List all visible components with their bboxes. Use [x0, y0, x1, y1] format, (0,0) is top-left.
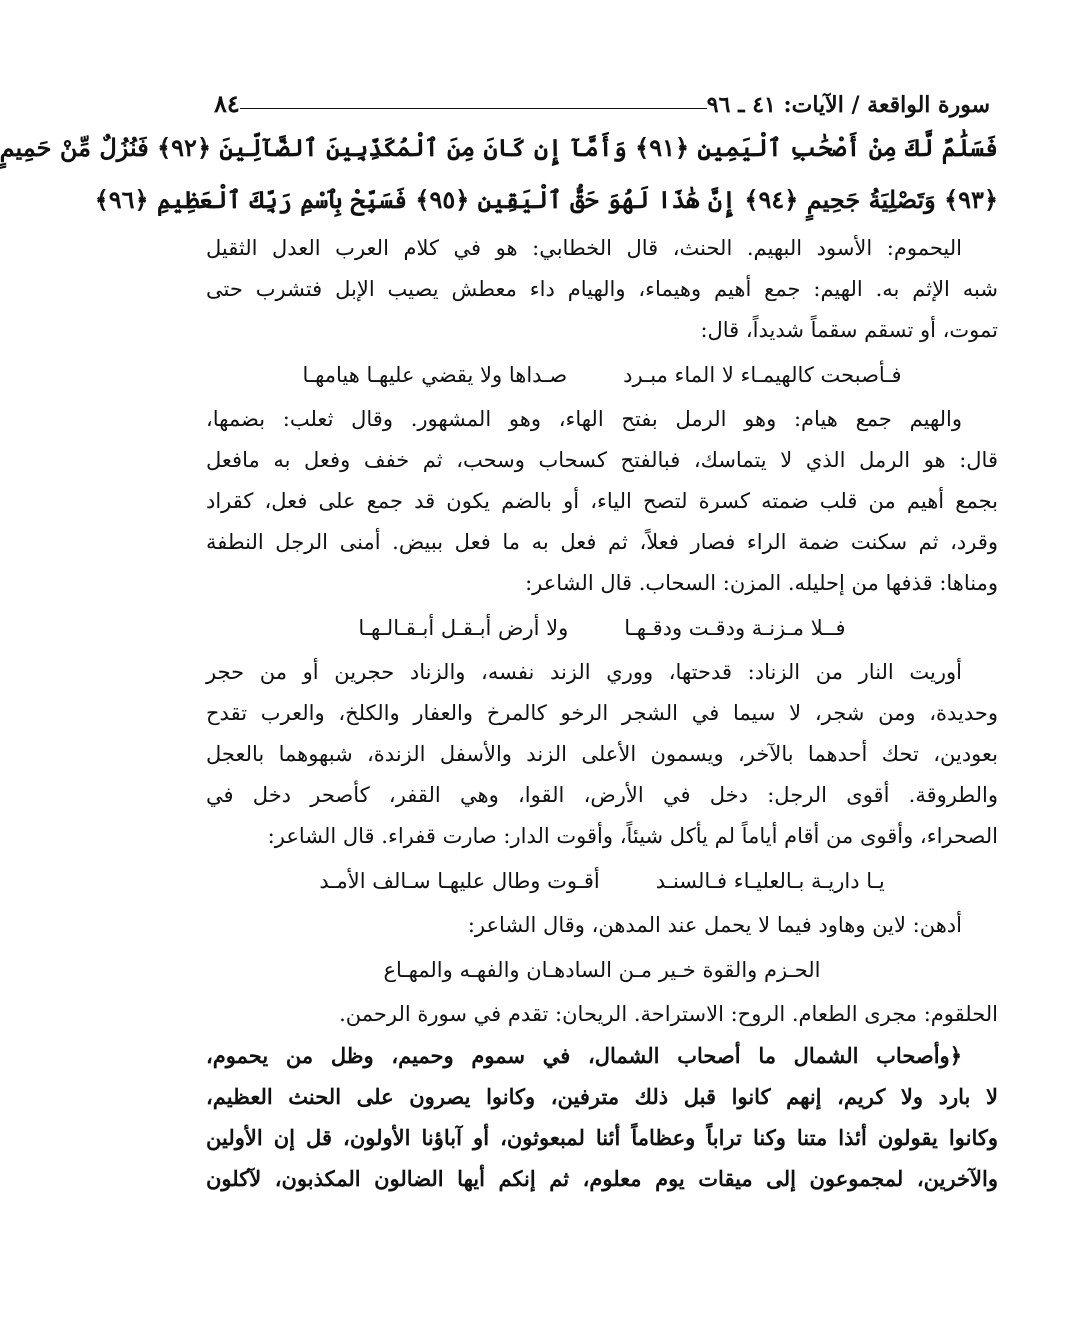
text-line: أوريت النار من الزناد: قدحتها، ووري الزند نفسه، والزناد حجرين أو من حجر	[206, 660, 962, 684]
commentary-paragraph	[206, 399, 998, 604]
text-line: الصحراء، وأقوى من أقام أياماً لم يأكل شيئاً، وأقوت الدار: صارت قفراء. قال الشاعر:	[267, 824, 998, 848]
text-line: بعودين، تحك أحدهما بالآخر، ويسمون الأعلى الزند والأسفل الزندة، شبهوهما بالعجل	[206, 742, 998, 766]
text-line: أدهن: لاين وهاود فيما لا يحمل عند المدهن، وقال الشاعر:	[467, 913, 962, 937]
verse-second-hemistich: أقـوت وطال عليهـا سـالف الأمـد	[319, 869, 600, 893]
quran-line: فَسَلَٰمٌ لَّكَ مِنْ أَصْحَٰبِ ٱلْيَمِينِ ﴿٩١﴾ وَأَمَّآ إِن كَانَ مِنَ ٱلْمُكَذِّبِينَ ٱلضَّآلِّينَ ﴿٩٢﴾ فَنُزُلٌ مِّنْ حَمِيمٍ	[0, 133, 998, 162]
running-title: سورة الواقعة / الآيات: ٤١ ـ ٩٦	[706, 92, 990, 118]
text-line: ﴿وأصحاب الشمال ما أصحاب الشمال، في سموم وحميم، وظل من يحموم،	[206, 1043, 962, 1068]
text-line: وحديدة، ومن شجر، لا سيما في الشجر الرخو كالمرخ والعفار والكلخ، والعرب تقدح	[206, 701, 998, 725]
verse-first-hemistich: يـا داريـة بـالعليـاء فـالسنـد	[655, 869, 885, 893]
quran-text	[0, 122, 998, 226]
page-header	[206, 78, 998, 118]
document-page	[0, 78, 998, 1303]
poetry-verse	[206, 353, 998, 397]
text-line: الحلقوم: مجرى الطعام. الروح: الاستراحة. الريحان: تقدم في سورة الرحمن.	[339, 1002, 998, 1026]
text-line: لا بارد ولا كريم، إنهم كانوا قبل ذلك مترفين، وكانوا يصرون على الحنث العظيم،	[206, 1084, 998, 1109]
verse-second-hemistich: صـداها ولا يقضي عليهـا هيامهـا	[302, 363, 568, 387]
commentary-paragraph	[206, 905, 998, 946]
commentary-paragraph	[206, 994, 998, 1035]
verse-first-hemistich: فــلا مـزنـة ودقـت ودقـهـا	[624, 616, 846, 640]
poetry-verse	[206, 948, 998, 992]
text-line: اليحموم: الأسود البهيم. الحنث، قال الخطابي: هو في كلام العرب العدل الثقيل	[206, 236, 962, 260]
text-line: ومناها: قذفها من إحليله. المزن: السحاب. قال الشاعر:	[525, 571, 998, 595]
quran-quote-paragraph	[206, 1035, 998, 1199]
header-rule	[240, 108, 707, 109]
text-line: تموت، أو تسقم سقماً شديداً، قال:	[700, 318, 998, 342]
text-line: وقرد، ثم سكنت ضمة الراء فصار فعلاً، ثم فعل به ما فعل ببيض. أمنى الرجل النطفة	[206, 530, 998, 554]
verse-single-line: الحـزم والقوة خـير مـن السادهـان والفهـه والمهـاع	[383, 958, 821, 982]
text-line: شبه الإثم به. الهيم: جمع أهيم وهيماء، والهيام داء معطش يصيب الإبل فتشرب حتى	[206, 277, 998, 301]
verse-second-hemistich: ولا أرض أبـقـل أبـقـالـهـا	[358, 616, 569, 640]
verse-first-hemistich: فـأصبحت كالهيمـاء لا الماء مبـرد	[623, 363, 902, 387]
poetry-verse	[206, 859, 998, 903]
text-line: والآخرين، لمجموعون إلى ميقات يوم معلوم، ثم إنكم أيها الضالون المكذبون، لآكلون	[206, 1166, 998, 1191]
text-line: والطروقة. أقوى الرجل: دخل في الأرض، القوا، وهي القفر، كأصحر دخل في	[206, 783, 998, 807]
commentary-paragraph	[206, 652, 998, 857]
text-line: وكانوا يقولون أئذا متنا وكنا تراباً وعظاماً أئنا لمبعوثون، أو آباؤنا الأولون، قل إن الأولين	[206, 1125, 998, 1150]
poetry-verse	[206, 606, 998, 650]
text-line: والهيم جمع هيام: وهو الرمل بفتح الهاء، وهو المشهور. وقال ثعلب: بضمها،	[206, 407, 962, 431]
page-number: ٨٤	[214, 89, 240, 118]
text-line: بجمع أهيم من قلب ضمته كسرة لتصح الياء، أو بالضم يكون قد جمع على فعل، كقراد	[206, 489, 998, 513]
text-line: قال: هو الرمل الذي لا يتماسك، فبالفتح كسحاب وسحب، ثم خفف وفعل به مافعل	[206, 448, 998, 472]
quran-line: ﴿٩٣﴾ وَتَصْلِيَةُ جَحِيمٍ ﴿٩٤﴾ إِنَّ هَٰذَا لَهُوَ حَقُّ ٱلْيَقِينِ ﴿٩٥﴾ فَسَبِّحْ بِٱسْمِ رَبِّكَ ٱلْعَظِيمِ ﴿٩٦﴾	[94, 185, 998, 214]
commentary-paragraph	[206, 228, 998, 351]
